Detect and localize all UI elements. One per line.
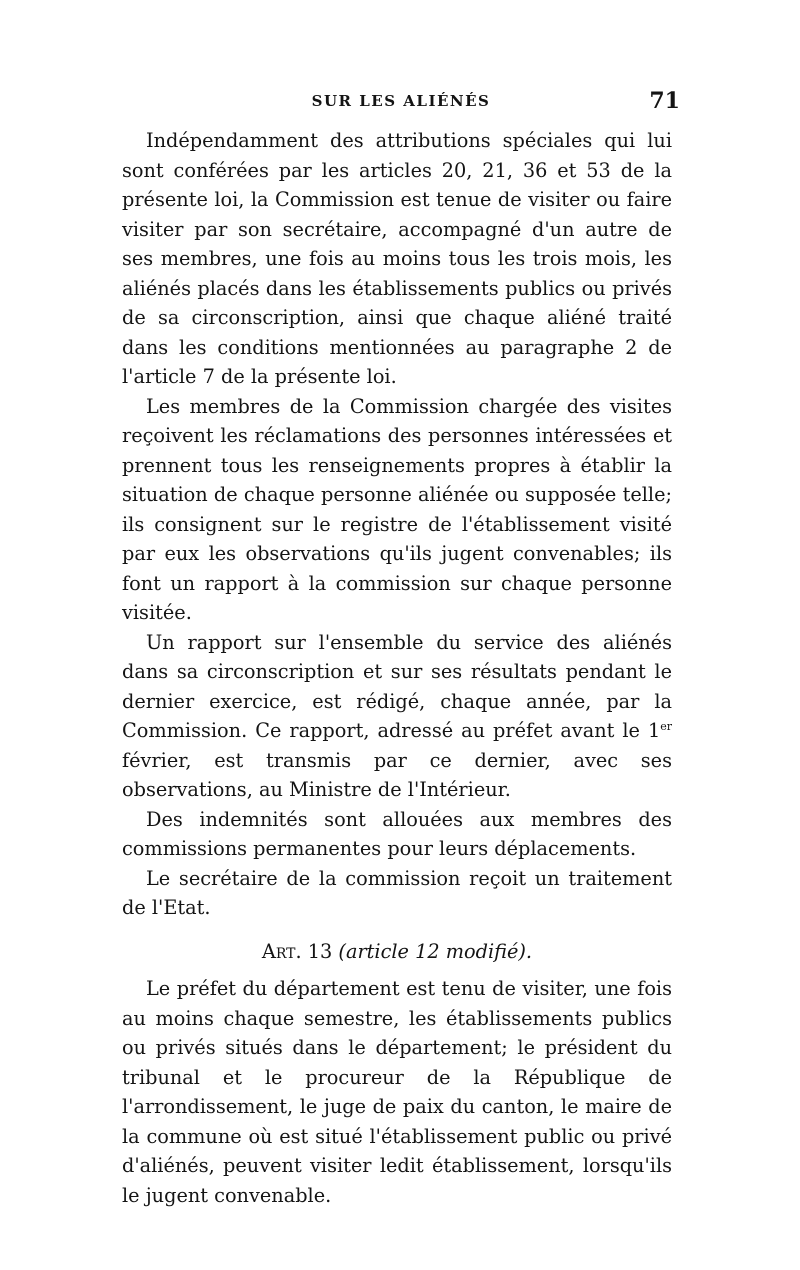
page-body [122, 126, 672, 1210]
article-note: (article 12 modifié). [338, 939, 533, 963]
paragraph-text: Un rapport sur l'ensemble du service des aliénés dans sa circonscription et sur ses résultats pendant le dernier exercice, est rédigé, chaque année, par la Commission. Ce rapport, adressé au préfet avant le 1 [122, 630, 672, 742]
paragraph: Le préfet du département est tenu de visiter, une fois au moins chaque semestre, les établissements publics ou privés situés dans le département; le président du tribunal et le procureur de la République de l'arrondissement, le juge de paix du canton, le maire de la commune où est situé l'établissement public ou privé d'aliénés, peuvent visiter ledit établissement, lorsqu'ils le jugent convenable. [122, 977, 672, 1207]
page-header [122, 88, 680, 116]
ordinal-superscript: er [660, 720, 672, 733]
paragraph: Les membres de la Commission chargée des visites reçoivent les réclamations des personnes intéressées et prennent tous les renseignements propres à établir la situation de chaque personne aliénée ou supposée telle; ils consignent sur le registre de l'établissement visité par eux les observations qu'ils jugent convenables; ils font un rapport à la commission sur chaque personne visitée. [122, 394, 672, 624]
page-number: 71 [649, 88, 680, 114]
running-head: SUR LES ALIÉNÉS [311, 92, 491, 110]
article-number: 13 [307, 939, 333, 963]
article-label: Art. [261, 939, 302, 963]
paragraph: Des indemnités sont allouées aux membres des commissions permanentes pour leurs déplacements. [122, 807, 672, 860]
paragraph: Indépendamment des attributions spéciales qui lui sont conférées par les articles 20, 21, 36 et 53 de la présente loi, la Commission est tenue de visiter ou faire visiter par son secrétaire, accompagné d'un autre de ses membres, une fois au moins tous les trois mois, les aliénés placés dans les établissements publics ou privés de sa circonscription, ainsi que chaque aliéné traité dans les conditions mentionnées au paragraphe 2 de l'article 7 de la présente loi. [122, 129, 672, 388]
paragraph: Le secrétaire de la commission reçoit un traitement de l'Etat. [122, 866, 672, 919]
article-heading [122, 937, 672, 967]
paragraph [122, 628, 672, 805]
paragraph-text: février, est transmis par ce dernier, avec ses observations, au Ministre de l'Intérieur. [122, 748, 672, 801]
